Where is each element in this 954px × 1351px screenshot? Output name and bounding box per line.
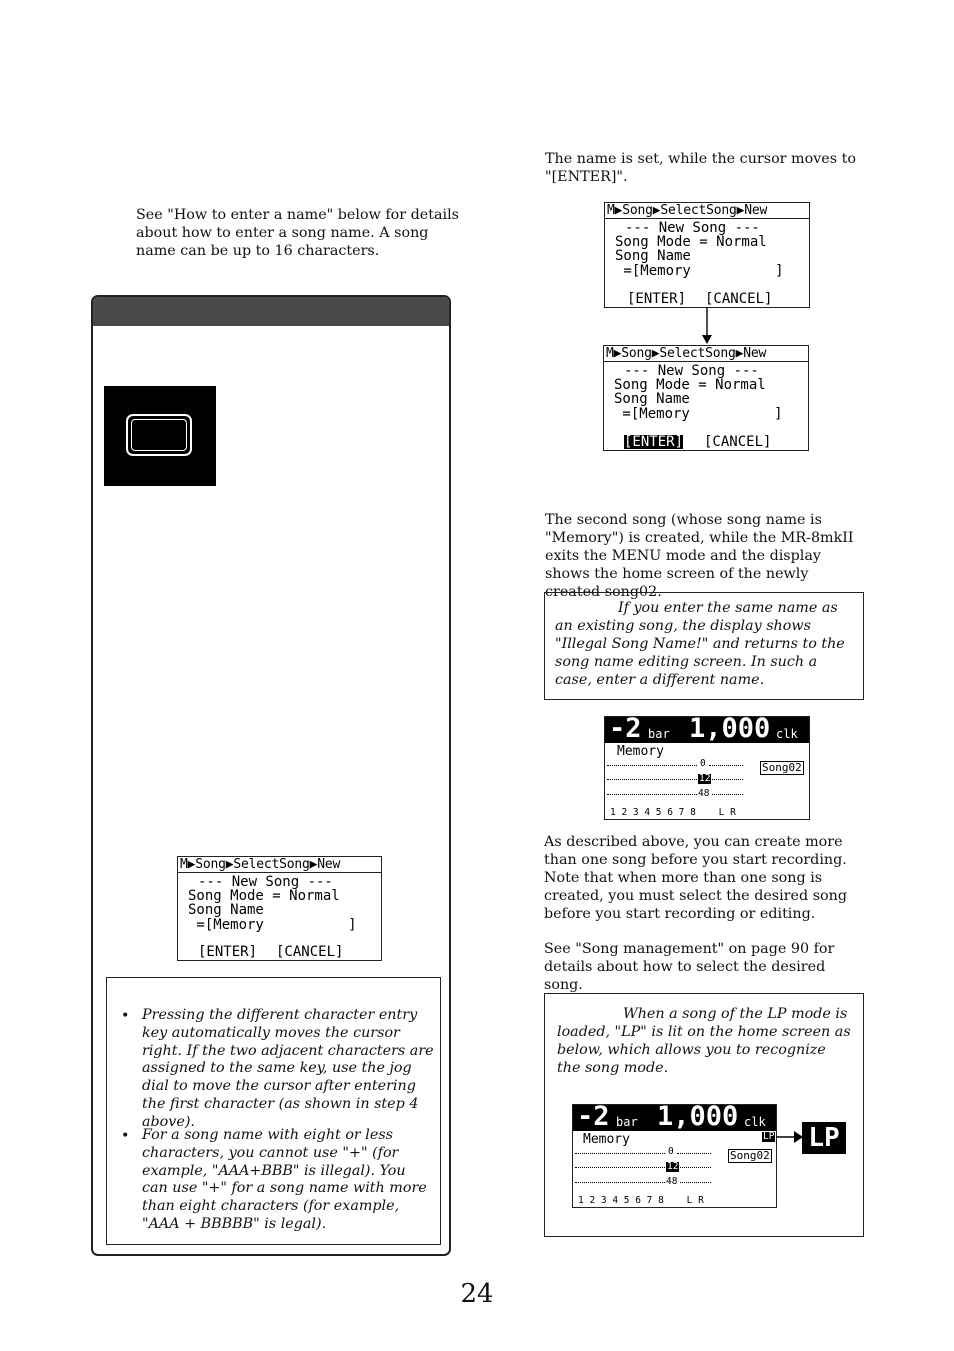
name-set-text: The name is set, while the cursor moves to "[ENTER]".: [545, 151, 856, 185]
meter-row: [607, 794, 697, 795]
lcd-line-song-name: Song Name: [615, 248, 691, 264]
lcd-title: M▶Song▶SelectSong▶New: [605, 203, 809, 219]
meter-row: [575, 1182, 665, 1183]
right-arrow-icon: [776, 1130, 804, 1144]
meter-row: [575, 1153, 665, 1154]
song-created-text: The second song (whose song name is "Memory") is created, while the MR-8mkII exits the MENU mode and the display shows the home screen of the newly created song02.: [545, 512, 854, 600]
home-screen-lcd: [604, 713, 810, 820]
meter-row: [680, 1167, 711, 1168]
home-song-name: Memory: [583, 1132, 630, 1147]
lcd-title: M▶Song▶SelectSong▶New: [604, 346, 808, 362]
home-screen-lp-lcd: [572, 1101, 777, 1208]
meter-scale-0: 0: [668, 1146, 674, 1157]
home-counter-bar: [605, 713, 809, 744]
meter-scale-12: 12: [699, 773, 711, 784]
lcd-line-new-song: --- New Song ---: [198, 874, 333, 890]
clk-value: 1,000: [657, 1101, 739, 1132]
song-number-label: Song02: [762, 761, 802, 774]
lcd-enter-option: [ENTER]: [627, 291, 687, 307]
clk-value: 1,000: [689, 713, 771, 744]
key-button-icon: [126, 414, 192, 456]
meter-scale-48: 48: [698, 788, 710, 799]
bar-value: -2: [577, 1101, 610, 1132]
illegal-name-note: If you enter the same name as an existing song, the display shows "Illegal Song Name!" and returns to the song name editing screen. In such a case, enter a different name.: [555, 600, 845, 688]
meter-row: [712, 779, 743, 780]
meter-row: [607, 765, 697, 766]
lcd-line-song-mode: Song Mode = Normal: [614, 377, 766, 393]
channel-labels: 1 2 3 4 5 6 7 8 L R: [578, 1195, 704, 1206]
lcd-new-song-3: [177, 856, 382, 961]
home-counter-bar: [573, 1101, 776, 1132]
lcd-line-song-mode: Song Mode = Normal: [615, 234, 767, 250]
meter-row: [677, 1153, 711, 1154]
lcd-name-field: =[Memory ]: [615, 263, 784, 279]
bar-value: -2: [609, 713, 642, 744]
song-name-intro-text: See "How to enter a name" below for details about how to enter a song name. A song name can be up to 16 characters.: [136, 207, 459, 259]
lcd-enter-option-selected: [ENTER]: [624, 434, 684, 450]
meter-row: [607, 779, 697, 780]
bar-unit: bar: [616, 1115, 638, 1129]
meter-row: [709, 765, 743, 766]
meter-scale-12: 12: [667, 1161, 679, 1172]
meter-row: [575, 1167, 665, 1168]
lcd-new-song-2: [603, 345, 809, 451]
lcd-line-song-mode: Song Mode = Normal: [188, 888, 340, 904]
lp-indicator-enlarged: LP: [802, 1122, 846, 1154]
lcd-new-song-1: [604, 202, 810, 308]
lcd-line-new-song: --- New Song ---: [624, 363, 759, 379]
home-song-name: Memory: [617, 744, 664, 759]
bar-unit: bar: [648, 727, 670, 741]
key-illustration: [104, 386, 216, 486]
lcd-name-field: =[Memory ]: [614, 406, 783, 422]
bullet-icon: •: [121, 1128, 130, 1144]
illegal-name-note-box: [544, 592, 864, 700]
lcd-enter-option: [ENTER]: [198, 944, 258, 960]
channel-labels: 1 2 3 4 5 6 7 8 L R: [610, 807, 736, 818]
page-number: 24: [460, 1279, 494, 1309]
meter-row: [712, 794, 743, 795]
meter-row: [680, 1182, 711, 1183]
lcd-cancel-option: [CANCEL]: [704, 434, 772, 450]
meter-scale-48: 48: [666, 1176, 678, 1187]
create-more-songs-text: As described above, you can create more than one song before you start recording. Note that when more than one song is created, you must select the desired song before you start recording or editing.: [544, 834, 848, 922]
clk-unit: clk: [744, 1115, 766, 1129]
song-number-label: Song02: [730, 1149, 770, 1162]
lcd-line-song-name: Song Name: [188, 902, 264, 918]
meter-scale-0: 0: [700, 758, 706, 769]
lcd-line-song-name: Song Name: [614, 391, 690, 407]
lp-indicator: LP: [763, 1131, 775, 1142]
bullet-icon: •: [121, 1008, 130, 1024]
lcd-title: M▶Song▶SelectSong▶New: [178, 857, 381, 873]
down-arrow-icon: [700, 307, 714, 345]
lcd-line-new-song: --- New Song ---: [625, 220, 760, 236]
note-item: For a song name with eight or less characters, you cannot use "+" (for example, "AAA+BBB" is illegal). You can use "+" for a song name with more than eight characters (for example, "AAA + BBBBB" is legal).: [142, 1127, 427, 1232]
lcd-cancel-option: [CANCEL]: [276, 944, 344, 960]
lp-mode-note: When a song of the LP mode is loaded, "LP" is lit on the home screen as below, which allows you to recognize the song mode.: [557, 1006, 851, 1076]
box-header: [93, 297, 449, 326]
lcd-cancel-option: [CANCEL]: [705, 291, 773, 307]
lcd-name-field: =[Memory ]: [188, 917, 357, 933]
note-item: Pressing the different character entry key automatically moves the cursor right. If the two adjacent characters are assigned to the same key, use the jog dial to move the cursor after entering the first character (as shown in step 4 above).: [142, 1007, 434, 1130]
notes-box: [106, 977, 441, 1245]
clk-unit: clk: [776, 727, 798, 741]
song-management-text: See "Song management" on page 90 for details about how to select the desired song.: [544, 941, 835, 993]
